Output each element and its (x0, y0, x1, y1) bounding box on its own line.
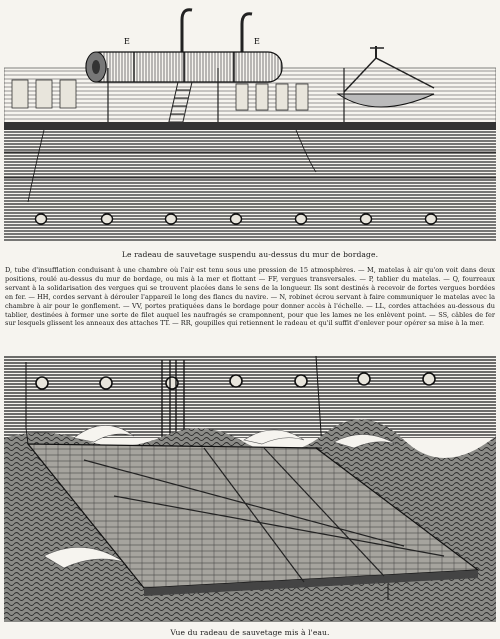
label-right-davit: E (254, 37, 260, 46)
label-left-davit: E (124, 37, 130, 46)
legend-text: D, tube d'insufflation conduisant à une chambre où l'air est tenu sous une pression de 15 atmosphères. — M, matelas à air qu'on voit dans deux positions, roulé au-dessus du mur de bordage, ou mis à la mer et flottant — FF, vergues transversales. — P, tablier du matelas. — Q, fourreaux servant à la solidarisation des vergues qui se trouvent placées dans le sens de la longueur. Ils sont destinés à recevoir de fortes vergues bordées en fer. — HH, cordes servant à dérouler l'appareil le long des flancs du navire. — N, robinet écrou servant à faire communiquer le matelas avec la chambre à air pour le gonflement. — VV, portes pratiquées dans le bordage pour donner accès à l'échelle. — LL, cordes attachées au-dessous du tablier, destinées à former une sorte de filet auquel les naufragés se cramponnent, pour que les lames ne les enlèvent point. — SS, câbles de fer sur lesquels glissent les anneaux des attaches TT. — RR, goupilles qui retiennent le radeau et qu'il suffit d'enlever pour opérer sa mise à la mer. (5, 266, 495, 328)
figure-bottom-caption: Vue du radeau de sauvetage mis à l'eau. (170, 628, 330, 637)
figure-top-caption: Le radeau de sauvetage suspendu au-dessus du mur de bordage. (121, 250, 379, 259)
rolled-mattress (86, 52, 282, 82)
raft-suspended-engraving (4, 2, 496, 242)
ship-hull (4, 356, 496, 438)
bulwark-rail (4, 122, 496, 130)
raft-in-water-engraving (4, 356, 496, 622)
ship-hull (4, 130, 496, 242)
